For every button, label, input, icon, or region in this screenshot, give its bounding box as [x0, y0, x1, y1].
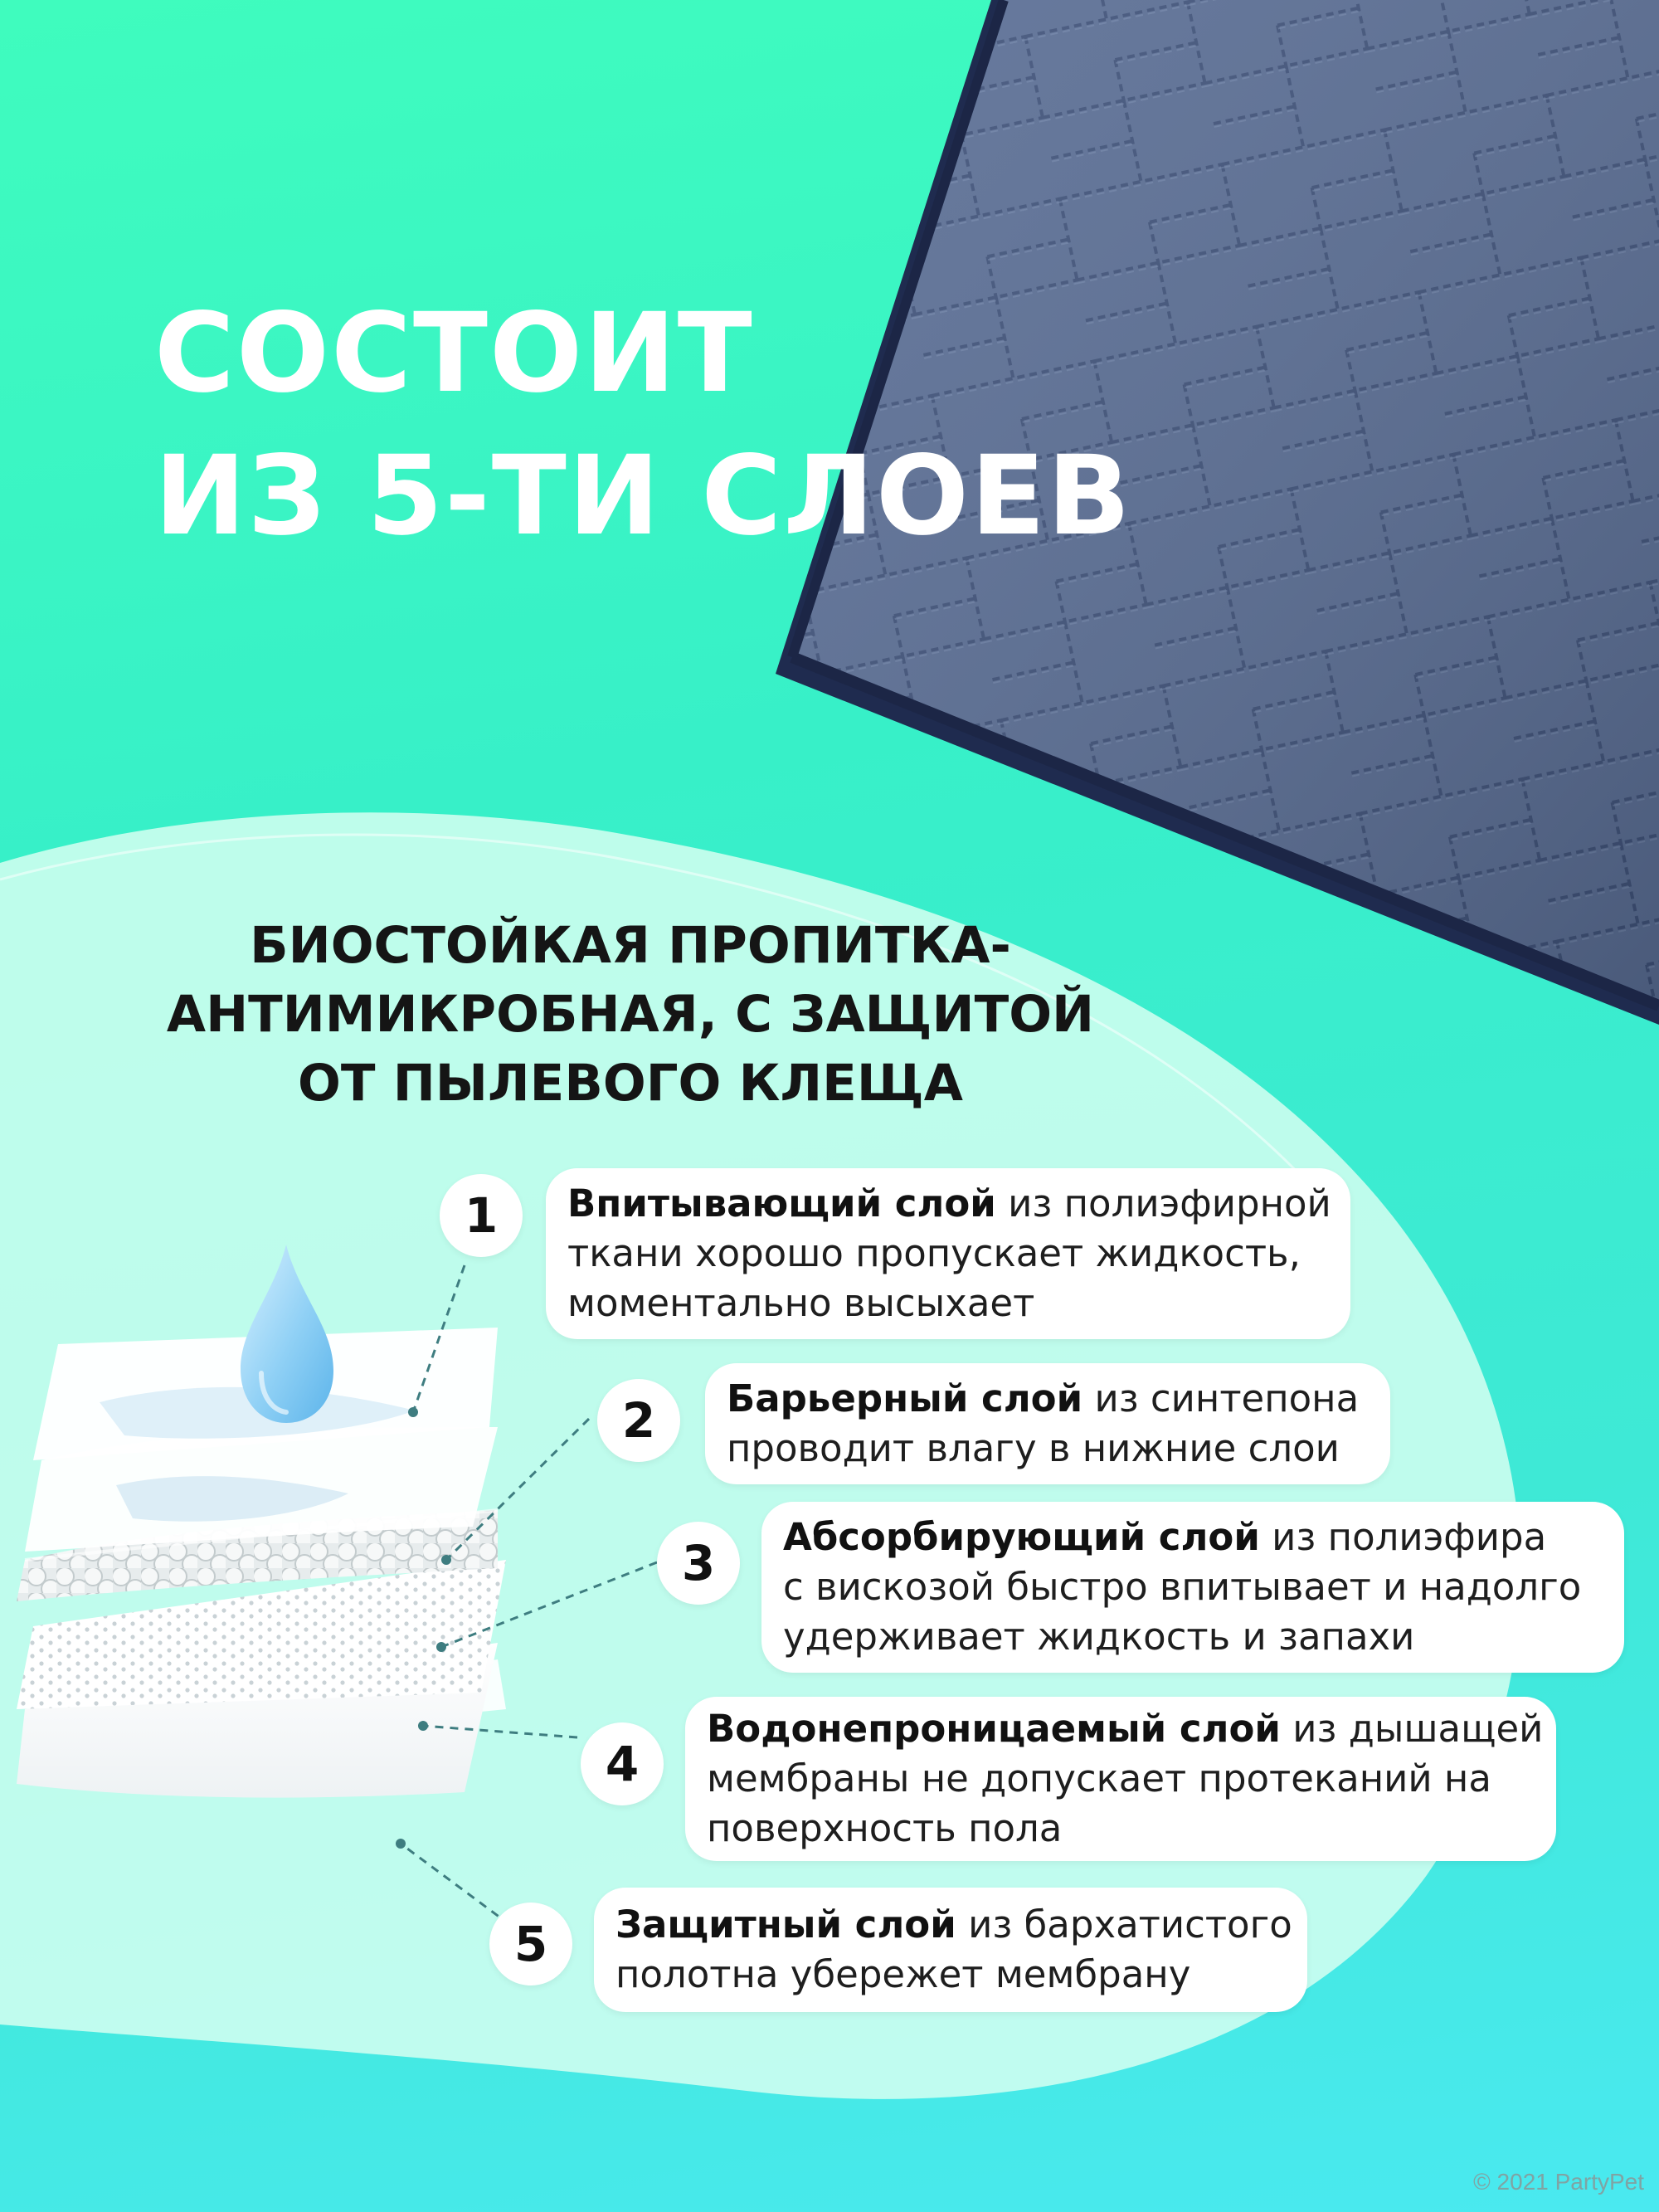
layer-1-number-badge: 1 — [440, 1174, 523, 1257]
layer-4-line-2: мембраны не допускает протеканий на — [707, 1756, 1491, 1800]
layer-3-line-2: с вискозой быстро впитывает и надолго — [783, 1565, 1582, 1609]
layer-3-line-3: удерживает жидкость и запахи — [783, 1615, 1415, 1659]
layer-3-card — [761, 1502, 1624, 1673]
layer-5-line-1: Защитный слой из бархатистого — [615, 1903, 1292, 1946]
layer-2-title: Барьерный слой — [727, 1376, 1083, 1420]
layer-4-card — [685, 1697, 1556, 1861]
headline-line-2: ИЗ 5-ТИ СЛОЕВ — [154, 432, 1132, 560]
layer-4-number-badge: 4 — [581, 1722, 664, 1805]
layer-2-line-1: Барьерный слой из синтепона — [727, 1376, 1360, 1420]
subheadline-line-3: ОТ ПЫЛЕВОГО КЛЕЩА — [298, 1054, 963, 1113]
subheadline-line-1: БИОСТОЙКАЯ ПРОПИТКА- — [250, 916, 1011, 975]
layer-5-card — [594, 1888, 1307, 2012]
layer-1-line-1: Впитывающий слой из полиэфирной — [567, 1182, 1331, 1225]
layer-4-line-1: Водонепроницаемый слой из дышащей — [707, 1707, 1544, 1751]
layer-1-line-2: ткани хорошо пропускает жидкость, — [567, 1231, 1301, 1275]
subheadline — [149, 911, 1112, 1118]
headline — [154, 282, 1132, 568]
layer-5-title: Защитный слой — [615, 1903, 956, 1946]
headline-line-1: СОСТОИТ — [154, 290, 754, 417]
layer-2-line-2: проводит влагу в нижние слои — [727, 1426, 1340, 1470]
layer-1-card — [546, 1168, 1350, 1339]
layer-3-number-badge: 3 — [657, 1522, 740, 1605]
layer-1-line-3: моментально высыхает — [567, 1281, 1035, 1325]
layer-5-number-badge: 5 — [489, 1903, 572, 1985]
layer-3-title: Абсорбирующий слой — [783, 1515, 1260, 1559]
layer-2-card — [705, 1363, 1390, 1484]
layer-1-title: Впитывающий слой — [567, 1182, 996, 1225]
layer-5-line-2: полотна убережет мембрану — [615, 1952, 1191, 1996]
layer-3-line-1: Абсорбирующий слой из полиэфира — [783, 1515, 1547, 1559]
copyright-text: © 2021 PartyPet — [1473, 2169, 1644, 2195]
subheadline-line-2: АНТИМИКРОБНАЯ, С ЗАЩИТОЙ — [166, 985, 1095, 1044]
layer-2-number-badge: 2 — [597, 1379, 680, 1462]
layer-4-title: Водонепроницаемый слой — [707, 1707, 1281, 1751]
layer-4-line-3: поверхность пола — [707, 1806, 1063, 1850]
